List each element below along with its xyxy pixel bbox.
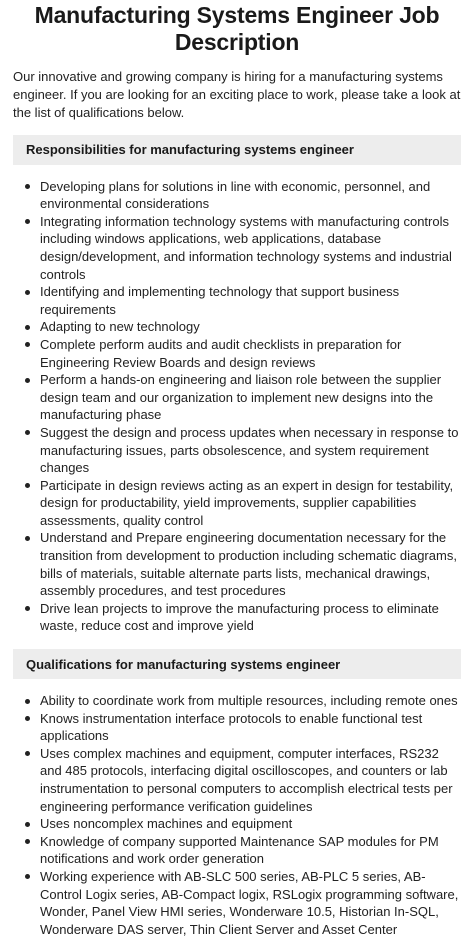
list-item: Uses complex machines and equipment, computer interfaces, RS232 and 485 protocols, interfacing digital oscilloscopes, and counters or lab instrumentation to personal computers to accomplish electrical tests per engineering performance verification guidelines [40, 745, 461, 815]
list-item: Developing plans for solutions in line with economic, personnel, and environmental considerations [40, 178, 461, 213]
list-item: Identifying and implementing technology that support business requirements [40, 283, 461, 318]
list-item: Drive lean projects to improve the manufacturing process to eliminate waste, reduce cost and improve yield [40, 600, 461, 635]
list-item: Knowledge of company supported Maintenance SAP modules for PM notifications and work order generation [40, 833, 461, 868]
intro-paragraph: Our innovative and growing company is hiring for a manufacturing systems engineer. If you are looking for an exciting place to work, please take a look at the list of qualifications below. [13, 69, 461, 121]
list-item: Understand and Prepare engineering documentation necessary for the transition from development to production including schematic diagrams, bills of materials, suitable alternate parts lists, mechanical drawings, assembly procedures, and test procedures [40, 529, 461, 599]
list-item: Knows instrumentation interface protocols to enable functional test applications [40, 710, 461, 745]
responsibilities-header: Responsibilities for manufacturing systems engineer [13, 135, 461, 165]
list-item: Adapting to new technology [40, 318, 461, 336]
list-item: Integrating information technology systems with manufacturing controls including windows applications, web applications, database design/development, and information technology systems and industrial controls [40, 213, 461, 283]
list-item: Ability to coordinate work from multiple resources, including remote ones [40, 692, 461, 710]
list-item: Working experience with AB-SLC 500 series, AB-PLC 5 series, AB-Control Logix series, AB-Compact logix, RSLogix programming software, Wonder, Panel View HMI series, Wonderware 10.5, Historian In-SQL, Wonderware DAS server, Thin Client Server and Asset Center [40, 868, 461, 938]
list-item: Participate in design reviews acting as an expert in design for testability, design for productability, yield improvements, supplier capabilities assessments, quality control [40, 477, 461, 530]
list-item: Complete perform audits and audit checklists in preparation for Engineering Review Boards and design reviews [40, 336, 461, 371]
responsibilities-list [13, 178, 461, 635]
qualifications-header: Qualifications for manufacturing systems engineer [13, 649, 461, 679]
list-item: Suggest the design and process updates when necessary in response to manufacturing issues, parts obsolescence, and system requirement changes [40, 424, 461, 477]
page-title: Manufacturing Systems Engineer Job Description [34, 2, 440, 55]
qualifications-list [13, 692, 461, 938]
list-item: Uses noncomplex machines and equipment [40, 815, 461, 833]
list-item: Perform a hands-on engineering and liaison role between the supplier design team and our organization to implement new designs into the manufacturing phase [40, 371, 461, 424]
